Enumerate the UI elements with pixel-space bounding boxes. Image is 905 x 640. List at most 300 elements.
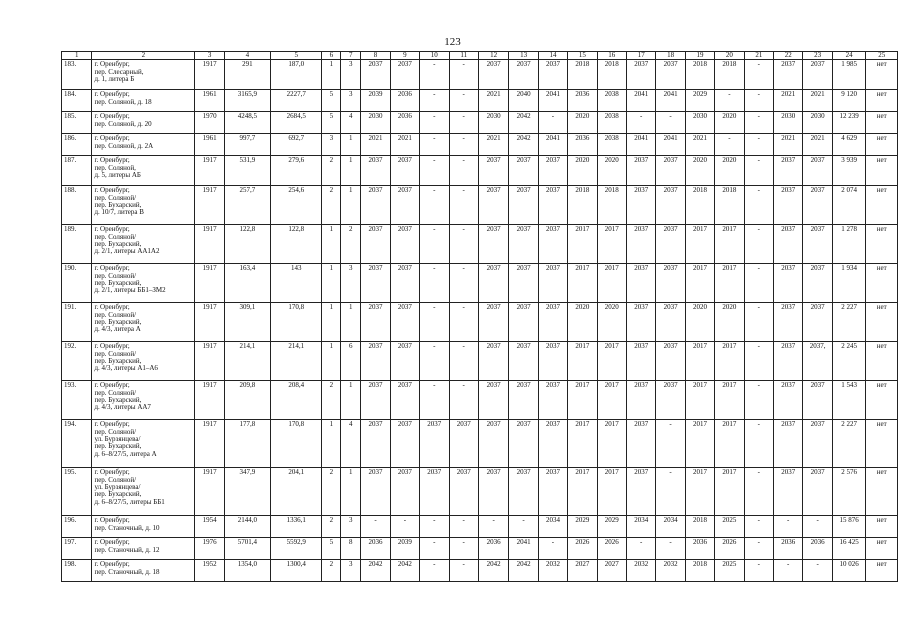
table-row — [62, 60, 898, 90]
table-cell: 2037 — [449, 468, 478, 516]
table-cell: 1961 — [195, 90, 224, 112]
table-cell: нет — [866, 342, 898, 381]
table-cell: 2017 — [715, 468, 744, 516]
table-cell: - — [420, 134, 449, 156]
table-cell: - — [744, 264, 773, 303]
table-cell: 2037 — [390, 225, 419, 264]
table-cell: 122,8 — [224, 225, 270, 264]
table-cell: нет — [866, 156, 898, 186]
table-cell: 2034 — [656, 516, 685, 538]
table-cell: 2037 — [656, 60, 685, 90]
table-cell: - — [656, 112, 685, 134]
table-cell: нет — [866, 264, 898, 303]
table-cell: 2037 — [538, 342, 567, 381]
table-row — [62, 112, 898, 134]
table-cell: 2037 — [656, 156, 685, 186]
table-cell: 2037 — [390, 156, 419, 186]
table-cell: - — [449, 516, 478, 538]
table-cell: 2037 — [390, 420, 419, 468]
table-cell: 2042 — [361, 560, 390, 582]
table-row — [62, 342, 898, 381]
table-cell: 163,4 — [224, 264, 270, 303]
table-cell: - — [420, 303, 449, 342]
table-cell: 2 — [322, 516, 341, 538]
table-cell: - — [626, 112, 655, 134]
table-cell: 1954 — [195, 516, 224, 538]
table-cell: 2037 — [626, 420, 655, 468]
table-cell: - — [361, 516, 390, 538]
table-cell: 2037 — [509, 381, 538, 420]
table-cell: 2021 — [685, 134, 714, 156]
column-header: 24 — [832, 52, 866, 60]
table-cell: - — [744, 342, 773, 381]
table-cell: 2036 — [361, 538, 390, 560]
table-cell: 2032 — [656, 560, 685, 582]
table-cell: 1917 — [195, 186, 224, 225]
table-cell: - — [449, 225, 478, 264]
table-cell: 5701,4 — [224, 538, 270, 560]
table-cell: 2037 — [509, 420, 538, 468]
table-body — [62, 60, 898, 582]
table-cell: нет — [866, 225, 898, 264]
table-cell: 2037 — [774, 186, 803, 225]
table-cell: 2037 — [509, 186, 538, 225]
table-cell: 1 — [341, 134, 361, 156]
row-number-cell: 197. — [62, 538, 92, 560]
table-cell: 3 939 — [832, 156, 866, 186]
table-cell: - — [509, 516, 538, 538]
table-cell: - — [420, 538, 449, 560]
table-cell: нет — [866, 60, 898, 90]
table-cell: 2029 — [568, 516, 597, 538]
table-cell: 2041 — [626, 134, 655, 156]
table-cell: 2018 — [685, 186, 714, 225]
table-cell: 2037 — [478, 303, 508, 342]
table-cell: 4 — [341, 420, 361, 468]
table-cell: 4248,5 — [224, 112, 270, 134]
column-number-row — [62, 52, 898, 60]
table-cell: 6 — [341, 342, 361, 381]
table-cell: 2037 — [774, 381, 803, 420]
table-cell: 2037 — [656, 186, 685, 225]
table-cell: 3 — [341, 516, 361, 538]
table-row — [62, 303, 898, 342]
table-cell: 2 576 — [832, 468, 866, 516]
column-header: 13 — [509, 52, 538, 60]
table-cell: 291 — [224, 60, 270, 90]
table-cell: - — [449, 303, 478, 342]
row-number-cell: 191. — [62, 303, 92, 342]
table-cell: 2036 — [390, 90, 419, 112]
table-cell: - — [744, 60, 773, 90]
table-cell: 2034 — [626, 516, 655, 538]
table-cell: 2026 — [715, 538, 744, 560]
table-cell: 2020 — [568, 156, 597, 186]
table-cell: 279,6 — [270, 156, 321, 186]
table-cell: 2037 — [803, 156, 832, 186]
table-cell: 2037 — [774, 264, 803, 303]
address-cell: г. Оренбург, пер. Соляной/ пер. Бухарский, д. 10/7, литера В — [92, 186, 195, 225]
column-header: 6 — [322, 52, 341, 60]
table-cell: 2017 — [715, 420, 744, 468]
table-cell: 2 — [341, 225, 361, 264]
table-cell: 2030 — [685, 112, 714, 134]
table-cell: 2018 — [685, 516, 714, 538]
table-cell: 2017 — [568, 381, 597, 420]
table-cell: 2040 — [509, 90, 538, 112]
table-cell: 2020 — [715, 156, 744, 186]
table-cell: 4 629 — [832, 134, 866, 156]
table-cell: 531,9 — [224, 156, 270, 186]
table-cell: 2021 — [774, 90, 803, 112]
table-cell: 209,8 — [224, 381, 270, 420]
column-header: 3 — [195, 52, 224, 60]
table-cell: 2017 — [715, 342, 744, 381]
table-cell: - — [774, 516, 803, 538]
table-cell: 16 425 — [832, 538, 866, 560]
table-cell: - — [744, 560, 773, 582]
table-cell: 2042 — [509, 112, 538, 134]
address-cell: г. Оренбург, пер. Соляной/ пер. Бухарский, д. 4/3, литера А — [92, 303, 195, 342]
table-cell: 2021 — [478, 134, 508, 156]
table-cell: 5 — [322, 538, 341, 560]
table-cell: 2037 — [626, 60, 655, 90]
table-cell: 2036 — [478, 538, 508, 560]
table-cell: 2017 — [597, 342, 626, 381]
address-cell: г. Оренбург, пер. Соляной/ пер. Бухарский, д. 2/1, литеры ББ1–ЗМ2 — [92, 264, 195, 303]
table-cell: 3 — [341, 264, 361, 303]
table-cell: 1 — [322, 420, 341, 468]
table-cell: 2037 — [361, 186, 390, 225]
table-cell: 2017 — [597, 381, 626, 420]
table-cell: нет — [866, 516, 898, 538]
table-cell: 2 — [322, 156, 341, 186]
address-cell: г. Оренбург, пер. Станочный, д. 10 — [92, 516, 195, 538]
table-cell: 2021 — [478, 90, 508, 112]
table-cell: - — [449, 342, 478, 381]
table-cell: 1961 — [195, 134, 224, 156]
address-cell: г. Оренбург, пер. Соляной/ ул. Бурзянцева/ пер. Бухарский, д. 6–8/27/5, литеры ББ1 — [92, 468, 195, 516]
table-cell: 2037 — [361, 303, 390, 342]
column-header: 18 — [656, 52, 685, 60]
table-cell: 2039 — [390, 538, 419, 560]
table-cell: 3 — [341, 60, 361, 90]
table-cell: 2037 — [656, 342, 685, 381]
table-cell: 143 — [270, 264, 321, 303]
table-row — [62, 381, 898, 420]
address-cell: г. Оренбург, пер. Станочный, д. 12 — [92, 538, 195, 560]
address-cell: г. Оренбург, пер. Соляной/ пер. Бухарский, д. 2/1, литеры АА1А2 — [92, 225, 195, 264]
table-cell: - — [744, 156, 773, 186]
row-number-cell: 190. — [62, 264, 92, 303]
table-row — [62, 468, 898, 516]
table-cell: 1 278 — [832, 225, 866, 264]
table-cell: - — [449, 264, 478, 303]
table-cell: 4 — [341, 112, 361, 134]
table-cell: 3165,9 — [224, 90, 270, 112]
table-cell: 2037 — [361, 156, 390, 186]
table-cell: 2041 — [538, 90, 567, 112]
page-number: 123 — [444, 36, 461, 48]
table-cell: - — [449, 156, 478, 186]
table-row — [62, 516, 898, 538]
address-cell: г. Оренбург, пер. Соляной, д. 5, литеры АБ — [92, 156, 195, 186]
table-cell: 2037 — [538, 420, 567, 468]
table-cell: 2017 — [597, 225, 626, 264]
table-cell: 1354,0 — [224, 560, 270, 582]
table-cell: - — [420, 90, 449, 112]
table-cell: - — [626, 538, 655, 560]
table-cell: 1952 — [195, 560, 224, 582]
table-cell: - — [478, 516, 508, 538]
table-cell: 2018 — [568, 186, 597, 225]
table-cell: 2037 — [803, 264, 832, 303]
table-cell: нет — [866, 381, 898, 420]
table-cell: 1 — [341, 156, 361, 186]
table-cell: 2037 — [538, 381, 567, 420]
table-cell: 2021 — [803, 134, 832, 156]
row-number-cell: 189. — [62, 225, 92, 264]
table-cell: нет — [866, 186, 898, 225]
table-cell: 170,8 — [270, 303, 321, 342]
table-cell: нет — [866, 112, 898, 134]
table-cell: 2020 — [568, 303, 597, 342]
table-cell: 2037, — [803, 342, 832, 381]
table-cell: 2037 — [538, 264, 567, 303]
table-cell: 2037 — [361, 342, 390, 381]
table-cell: 2037 — [478, 420, 508, 468]
table-cell: - — [656, 538, 685, 560]
table-cell: 2 245 — [832, 342, 866, 381]
table-cell: нет — [866, 303, 898, 342]
table-cell: 122,8 — [270, 225, 321, 264]
row-number-cell: 188. — [62, 186, 92, 225]
table-cell: 2037 — [361, 264, 390, 303]
table-cell: 2036 — [568, 90, 597, 112]
table-cell: - — [744, 186, 773, 225]
table-cell: 2021 — [361, 134, 390, 156]
table-cell: 2037 — [774, 303, 803, 342]
table-cell: 2038 — [597, 112, 626, 134]
table-cell: 2020 — [715, 303, 744, 342]
table-cell: 2037 — [626, 264, 655, 303]
table-cell: 1970 — [195, 112, 224, 134]
table-cell: 2037 — [509, 156, 538, 186]
table-cell: 12 239 — [832, 112, 866, 134]
table-cell: 2018 — [568, 60, 597, 90]
table-cell: 2017 — [568, 225, 597, 264]
table-cell: 8 — [341, 538, 361, 560]
table-cell: 2017 — [597, 264, 626, 303]
table-row — [62, 264, 898, 303]
table-cell: 2017 — [568, 342, 597, 381]
table-cell: - — [390, 516, 419, 538]
table-cell: 692,7 — [270, 134, 321, 156]
table-cell: 2037 — [478, 264, 508, 303]
table-cell: - — [656, 420, 685, 468]
table-cell: 2017 — [568, 468, 597, 516]
table-cell: 1 — [322, 225, 341, 264]
table-cell: - — [420, 112, 449, 134]
table-cell: 2042 — [390, 560, 419, 582]
table-cell: 1917 — [195, 264, 224, 303]
table-cell: 2027 — [568, 560, 597, 582]
table-cell: 214,1 — [270, 342, 321, 381]
table-cell: 2037 — [626, 303, 655, 342]
table-cell: - — [449, 134, 478, 156]
table-cell: 2037 — [361, 420, 390, 468]
table-cell: - — [744, 112, 773, 134]
column-header: 12 — [478, 52, 508, 60]
table-cell: 2037 — [803, 468, 832, 516]
table-cell: 2018 — [715, 186, 744, 225]
table-cell: 2017 — [597, 420, 626, 468]
table-cell: 1917 — [195, 342, 224, 381]
column-header: 16 — [597, 52, 626, 60]
table-cell: 2036 — [774, 538, 803, 560]
table-cell: 2036 — [803, 538, 832, 560]
table-cell: 2037 — [626, 342, 655, 381]
table-cell: 2037 — [390, 381, 419, 420]
table-cell: 2026 — [597, 538, 626, 560]
table-cell: 1 — [341, 303, 361, 342]
table-cell: 2037 — [538, 468, 567, 516]
table-cell: 9 120 — [832, 90, 866, 112]
table-cell: 2037 — [538, 60, 567, 90]
table-cell: 2020 — [568, 112, 597, 134]
table-cell: 2 — [322, 468, 341, 516]
table-cell: 2020 — [597, 156, 626, 186]
table-cell: нет — [866, 420, 898, 468]
table-cell: 2037 — [509, 342, 538, 381]
column-header: 25 — [866, 52, 898, 60]
table-cell: 2018 — [597, 60, 626, 90]
table-cell: 1336,1 — [270, 516, 321, 538]
table-cell: 2037 — [478, 60, 508, 90]
table-cell: 2037 — [774, 225, 803, 264]
table-cell: 2 227 — [832, 420, 866, 468]
table-cell: 1300,4 — [270, 560, 321, 582]
table-cell: нет — [866, 538, 898, 560]
address-cell: г. Оренбург, пер. Соляной/ пер. Бухарский, д. 4/3, литеры АА7 — [92, 381, 195, 420]
table-cell: - — [449, 186, 478, 225]
table-cell: 2036 — [685, 538, 714, 560]
table-cell: 1 — [322, 264, 341, 303]
table-cell: 2041 — [626, 90, 655, 112]
table-cell: 2017 — [597, 468, 626, 516]
table-cell: 1 — [322, 303, 341, 342]
table-cell: 1 — [322, 60, 341, 90]
table-cell: - — [449, 538, 478, 560]
table-cell: 2036 — [390, 112, 419, 134]
table-cell: 2037 — [538, 303, 567, 342]
column-header: 9 — [390, 52, 419, 60]
table-cell: - — [715, 90, 744, 112]
table-cell: - — [420, 381, 449, 420]
table-row — [62, 90, 898, 112]
table-cell: 2037 — [626, 381, 655, 420]
table-cell: - — [744, 516, 773, 538]
table-cell: 2017 — [685, 381, 714, 420]
table-cell: нет — [866, 134, 898, 156]
column-header: 5 — [270, 52, 321, 60]
table-cell: 2037 — [538, 186, 567, 225]
table-cell: 2018 — [597, 186, 626, 225]
table-row — [62, 420, 898, 468]
table-cell: - — [420, 156, 449, 186]
table-cell: 2025 — [715, 516, 744, 538]
table-cell: - — [449, 60, 478, 90]
table-cell: - — [803, 560, 832, 582]
table-cell: 1 985 — [832, 60, 866, 90]
table-cell: 2037 — [390, 342, 419, 381]
table-cell: - — [803, 516, 832, 538]
table-cell: 2032 — [626, 560, 655, 582]
table-cell: 2026 — [568, 538, 597, 560]
table-cell: 2018 — [715, 60, 744, 90]
table-cell: 2025 — [715, 560, 744, 582]
table-cell: - — [420, 60, 449, 90]
table-cell: 1917 — [195, 156, 224, 186]
table-cell: 2021 — [774, 134, 803, 156]
table-cell: 5592,9 — [270, 538, 321, 560]
table-cell: 2037 — [478, 381, 508, 420]
table-cell: - — [420, 516, 449, 538]
column-header: 10 — [420, 52, 449, 60]
table-cell: - — [744, 420, 773, 468]
table-cell: 2037 — [361, 381, 390, 420]
table-cell: 2037 — [390, 186, 419, 225]
table-cell: 2227,7 — [270, 90, 321, 112]
table-cell: 3 — [341, 560, 361, 582]
column-header: 11 — [449, 52, 478, 60]
row-number-cell: 195. — [62, 468, 92, 516]
table-cell: 2037 — [509, 303, 538, 342]
table-cell: 2684,5 — [270, 112, 321, 134]
table-cell: 2037 — [361, 60, 390, 90]
table-cell: - — [538, 112, 567, 134]
address-cell: г. Оренбург, пер. Соляной/ ул. Бурзянцева/ пер. Бухарский, д. 6–8/27/5, литера А — [92, 420, 195, 468]
column-header: 8 — [361, 52, 390, 60]
table-cell: 2021 — [803, 90, 832, 112]
row-number-cell: 185. — [62, 112, 92, 134]
table-row — [62, 538, 898, 560]
table-cell: 2021 — [390, 134, 419, 156]
table-cell: 2017 — [715, 264, 744, 303]
table-cell: - — [744, 90, 773, 112]
table-cell: - — [420, 342, 449, 381]
table-cell: 2037 — [538, 225, 567, 264]
table-cell: 997,7 — [224, 134, 270, 156]
table-cell: 2037 — [774, 156, 803, 186]
table-cell: 2037 — [656, 225, 685, 264]
table-cell: - — [744, 468, 773, 516]
table-cell: 2029 — [685, 90, 714, 112]
table-cell: 3 — [341, 90, 361, 112]
table-cell: 2037 — [774, 60, 803, 90]
address-cell: г. Оренбург, пер. Соляной, д. 2А — [92, 134, 195, 156]
table-cell: 2037 — [774, 420, 803, 468]
table-cell: 2037 — [478, 225, 508, 264]
column-header: 22 — [774, 52, 803, 60]
table-cell: 1917 — [195, 381, 224, 420]
table-cell: 2037 — [626, 225, 655, 264]
table-cell: 2037 — [509, 225, 538, 264]
table-cell: - — [449, 560, 478, 582]
table-cell: 2037 — [420, 468, 449, 516]
table-cell: 2017 — [685, 420, 714, 468]
table-cell: 2037 — [803, 186, 832, 225]
